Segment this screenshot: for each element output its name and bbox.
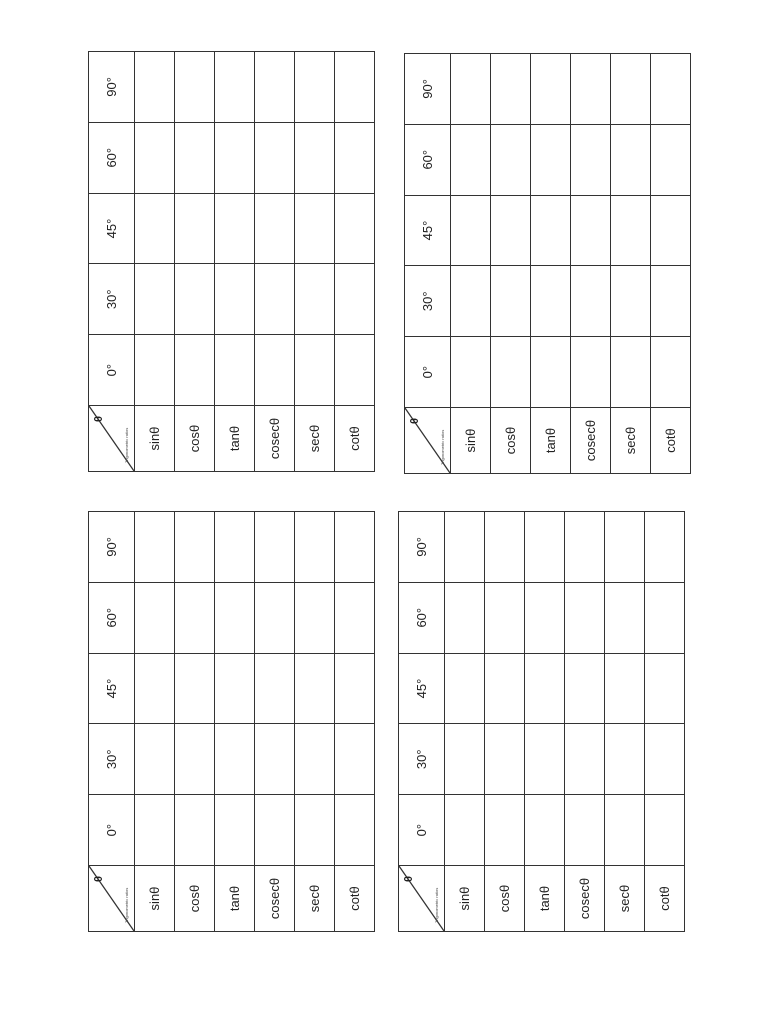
table-row [255,52,295,472]
blank-cell[interactable] [135,335,175,406]
blank-cell[interactable] [295,512,335,583]
blank-cell[interactable] [571,337,611,408]
blank-cell[interactable] [335,724,375,795]
blank-cell[interactable] [525,724,565,795]
theta-label: θ [93,416,105,422]
blank-cell[interactable] [531,54,571,125]
blank-cell[interactable] [485,724,525,795]
function-label: cotθ [645,866,685,932]
blank-cell[interactable] [215,582,255,653]
function-label: secθ [295,406,335,472]
blank-cell[interactable] [571,266,611,337]
blank-cell[interactable] [255,52,295,123]
function-label: cosθ [485,866,525,932]
blank-cell[interactable] [491,266,531,337]
function-label: secθ [605,866,645,932]
blank-cell[interactable] [525,653,565,724]
blank-cell[interactable] [335,512,375,583]
angle-header: 90° [405,54,451,125]
blank-cell[interactable] [135,122,175,193]
table-header-row [89,52,135,472]
theta-label: θ [409,418,421,424]
table-row [445,512,485,932]
blank-cell[interactable] [445,795,485,866]
blank-cell[interactable] [651,266,691,337]
blank-cell[interactable] [175,193,215,264]
blank-cell[interactable] [645,795,685,866]
table-row [295,52,335,472]
function-label: tanθ [215,866,255,932]
blank-cell[interactable] [135,582,175,653]
blank-cell[interactable] [565,724,605,795]
function-label: secθ [295,866,335,932]
blank-cell[interactable] [175,653,215,724]
blank-cell[interactable] [531,124,571,195]
blank-cell[interactable] [451,337,491,408]
function-label: sinθ [445,866,485,932]
blank-cell[interactable] [335,52,375,123]
angle-header: 0° [399,795,445,866]
angle-header: 45° [89,653,135,724]
table-row [525,512,565,932]
blank-cell[interactable] [451,124,491,195]
blank-cell[interactable] [651,124,691,195]
blank-cell[interactable] [611,195,651,266]
blank-cell[interactable] [295,335,335,406]
blank-cell[interactable] [215,122,255,193]
blank-cell[interactable] [651,195,691,266]
blank-cell[interactable] [295,653,335,724]
blank-cell[interactable] [525,582,565,653]
function-label: cosecθ [255,866,295,932]
function-label: cosecθ [571,408,611,474]
blank-cell[interactable] [605,724,645,795]
angle-header: 45° [405,195,451,266]
table-row [651,54,691,474]
blank-cell[interactable] [215,653,255,724]
blank-cell[interactable] [565,653,605,724]
blank-cell[interactable] [451,195,491,266]
blank-cell[interactable] [295,724,335,795]
table-row [215,52,255,472]
blank-cell[interactable] [531,195,571,266]
blank-cell[interactable] [135,193,175,264]
table-header-row [89,512,135,932]
angle-header: 90° [89,512,135,583]
blank-cell[interactable] [571,54,611,125]
function-label: cosecθ [255,406,295,472]
ratio-caption: Trigonometric ratios [124,427,129,463]
function-label: cotθ [335,406,375,472]
blank-cell[interactable] [295,795,335,866]
angle-header: 90° [399,512,445,583]
blank-cell[interactable] [611,54,651,125]
blank-cell[interactable] [645,653,685,724]
blank-cell[interactable] [175,52,215,123]
blank-cell[interactable] [611,124,651,195]
blank-cell[interactable] [335,653,375,724]
function-label: cosθ [491,408,531,474]
table-row [215,512,255,932]
blank-cell[interactable] [175,795,215,866]
blank-cell[interactable] [651,54,691,125]
angle-header: 0° [405,337,451,408]
angle-header: 30° [89,724,135,795]
blank-cell[interactable] [135,724,175,795]
blank-cell[interactable] [335,193,375,264]
angle-header: 60° [89,582,135,653]
ratio-caption: Trigonometric ratios [124,887,129,923]
blank-cell[interactable] [651,337,691,408]
blank-cell[interactable] [295,52,335,123]
function-label: tanθ [525,866,565,932]
blank-cell[interactable] [335,795,375,866]
theta-label: θ [93,876,105,882]
table-row [255,512,295,932]
angle-header: 60° [399,582,445,653]
blank-cell[interactable] [255,582,295,653]
blank-cell[interactable] [491,54,531,125]
corner-header-cell [89,406,135,472]
blank-cell[interactable] [215,512,255,583]
function-label: sinθ [135,406,175,472]
theta-label: θ [403,876,415,882]
blank-cell[interactable] [485,512,525,583]
blank-cell[interactable] [215,724,255,795]
blank-cell[interactable] [605,653,645,724]
blank-cell[interactable] [571,124,611,195]
table-row [531,54,571,474]
blank-cell[interactable] [335,582,375,653]
blank-cell[interactable] [175,582,215,653]
function-label: secθ [611,408,651,474]
table-row [135,52,175,472]
blank-cell[interactable] [565,582,605,653]
table-header-row [399,512,445,932]
function-label: tanθ [531,408,571,474]
function-label: sinθ [135,866,175,932]
table-row [335,512,375,932]
trig-table-bottom-right [398,511,685,932]
blank-cell[interactable] [175,122,215,193]
blank-cell[interactable] [295,264,335,335]
blank-cell[interactable] [175,724,215,795]
function-label: cosecθ [565,866,605,932]
blank-cell[interactable] [565,795,605,866]
blank-cell[interactable] [611,337,651,408]
blank-cell[interactable] [565,512,605,583]
function-label: tanθ [215,406,255,472]
blank-cell[interactable] [531,266,571,337]
trig-table-bottom-left [88,511,375,932]
function-label: cosθ [175,866,215,932]
corner-header-cell [399,866,445,932]
angle-header: 0° [89,795,135,866]
blank-cell[interactable] [445,653,485,724]
table-row [611,54,651,474]
blank-cell[interactable] [135,653,175,724]
table-row [645,512,685,932]
angle-header: 60° [405,124,451,195]
blank-cell[interactable] [215,264,255,335]
blank-cell[interactable] [255,653,295,724]
blank-cell[interactable] [215,795,255,866]
table-row [175,512,215,932]
corner-header-cell [405,408,451,474]
blank-cell[interactable] [525,795,565,866]
blank-cell[interactable] [335,122,375,193]
blank-cell[interactable] [611,266,651,337]
blank-cell[interactable] [175,264,215,335]
blank-cell[interactable] [135,512,175,583]
corner-header-cell [89,866,135,932]
angle-header: 90° [89,52,135,123]
angle-header: 30° [89,264,135,335]
blank-cell[interactable] [255,795,295,866]
angle-header: 30° [405,266,451,337]
blank-cell[interactable] [255,724,295,795]
blank-cell[interactable] [295,122,335,193]
blank-cell[interactable] [645,724,685,795]
blank-cell[interactable] [485,795,525,866]
table-row [565,512,605,932]
angle-header: 45° [399,653,445,724]
blank-cell[interactable] [605,512,645,583]
blank-cell[interactable] [645,582,685,653]
angle-header: 30° [399,724,445,795]
blank-cell[interactable] [525,512,565,583]
blank-cell[interactable] [255,193,295,264]
blank-cell[interactable] [531,337,571,408]
table-row [451,54,491,474]
blank-cell[interactable] [215,52,255,123]
blank-cell[interactable] [485,653,525,724]
blank-cell[interactable] [445,724,485,795]
blank-cell[interactable] [255,122,295,193]
blank-cell[interactable] [485,582,525,653]
table-row [295,512,335,932]
blank-cell[interactable] [135,795,175,866]
blank-cell[interactable] [605,582,645,653]
angle-header: 60° [89,122,135,193]
table-row [335,52,375,472]
blank-cell[interactable] [445,512,485,583]
blank-cell[interactable] [451,54,491,125]
function-label: sinθ [451,408,491,474]
blank-cell[interactable] [335,335,375,406]
table-row [135,512,175,932]
blank-cell[interactable] [175,335,215,406]
blank-cell[interactable] [491,337,531,408]
table-header-row [405,54,451,474]
blank-cell[interactable] [255,264,295,335]
table-row [175,52,215,472]
table-row [485,512,525,932]
blank-cell[interactable] [491,195,531,266]
angle-header: 0° [89,335,135,406]
trig-table-top-right [404,53,691,474]
ratio-caption: Trigonometric ratios [434,887,439,923]
blank-cell[interactable] [215,335,255,406]
blank-cell[interactable] [605,795,645,866]
blank-cell[interactable] [255,512,295,583]
blank-cell[interactable] [451,266,491,337]
table-row [571,54,611,474]
function-label: cosθ [175,406,215,472]
blank-cell[interactable] [491,124,531,195]
blank-cell[interactable] [175,512,215,583]
table-row [605,512,645,932]
blank-cell[interactable] [295,582,335,653]
ratio-caption: Trigonometric ratios [440,429,445,465]
blank-cell[interactable] [645,512,685,583]
function-label: cotθ [335,866,375,932]
blank-cell[interactable] [445,582,485,653]
blank-cell[interactable] [335,264,375,335]
blank-cell[interactable] [135,52,175,123]
blank-cell[interactable] [215,193,255,264]
blank-cell[interactable] [255,335,295,406]
function-label: cotθ [651,408,691,474]
trig-table-top-left [88,51,375,472]
blank-cell[interactable] [571,195,611,266]
angle-header: 45° [89,193,135,264]
blank-cell[interactable] [295,193,335,264]
blank-cell[interactable] [135,264,175,335]
table-row [491,54,531,474]
